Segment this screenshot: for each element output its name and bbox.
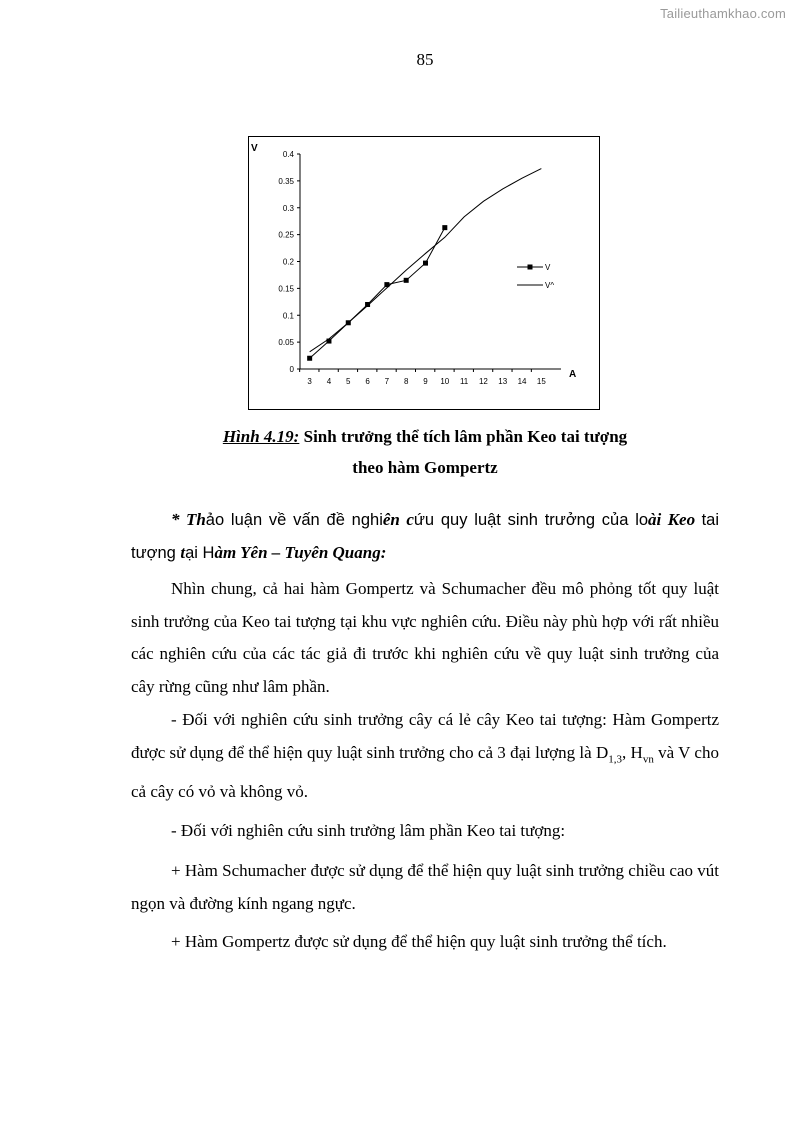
- series-v-point: [423, 261, 428, 266]
- heading-seg: ại H: [185, 543, 215, 562]
- p2-text: - Đối với nghiên cứu sinh trưởng cây cá lẻ cây Keo tai tượng: Hàm Gompertz được sử dụng để thể hiện quy luật sinh trưởng cho cả 3 đại lượng là D: [131, 710, 719, 762]
- x-tick-label: 4: [326, 377, 332, 386]
- series-v-point: [404, 278, 409, 283]
- p2-text: , H: [622, 742, 643, 762]
- x-tick-label: 7: [384, 377, 390, 386]
- discussion-heading: [131, 504, 719, 569]
- paragraph-schumacher: + Hàm Schumacher được sử dụng để thể hiện quy luật sinh trưởng chiều cao vút ngọn và đường kính ngang ngực.: [131, 861, 719, 913]
- paragraph-summary: Nhìn chung, cả hai hàm Gompertz và Schumacher đều mô phỏng tốt quy luật sinh trưởng của Keo tai tượng tại khu vực nghiên cứu. Điều này phù hợp với rất nhiều các nghiên cứu của các tác giả đi trước khi nghiên cứu về quy luật sinh trưởng của cây rừng cũng như lâm phần.: [131, 579, 719, 696]
- figure-number: Hình 4.19:: [222, 427, 300, 446]
- y-tick-label: 0.2: [282, 257, 294, 267]
- heading-seg: ảo luận về vấn đề nghi: [205, 511, 383, 529]
- subscript: 1,3: [608, 752, 622, 765]
- x-axis-label: A: [569, 369, 577, 380]
- y-tick-label: 0.3: [282, 203, 294, 213]
- y-tick-label: 0.25: [278, 230, 294, 240]
- x-tick-label: 14: [517, 377, 527, 386]
- paragraph-individual-tree: [131, 704, 719, 808]
- heading-seg: ài Keo: [648, 510, 696, 529]
- y-tick-label: 0.15: [278, 284, 294, 294]
- x-tick-label: 6: [365, 377, 370, 386]
- heading-seg: t: [180, 542, 186, 562]
- growth-chart: [249, 137, 601, 411]
- heading-seg: àm Yên – Tuyên Quang:: [214, 542, 387, 562]
- y-tick-label: 0.4: [282, 150, 294, 159]
- x-tick-label: 5: [346, 377, 351, 386]
- x-tick-label: 8: [403, 377, 409, 386]
- watermark: Tailieuthamkhao.com: [660, 6, 786, 21]
- heading-seg: ên c: [382, 510, 414, 529]
- x-tick-label: 9: [423, 377, 428, 386]
- legend-marker: [528, 265, 533, 270]
- legend-label: V: [545, 263, 551, 272]
- x-tick-label: 12: [478, 377, 488, 386]
- y-tick-label: 0: [289, 365, 294, 374]
- y-tick-label: 0.05: [278, 338, 294, 348]
- x-tick-label: 11: [459, 377, 469, 386]
- figure-caption-line2: theo hàm Gompertz: [352, 458, 498, 477]
- x-tick-label: 3: [307, 377, 312, 386]
- paragraph-stand: - Đối với nghiên cứu sinh trưởng lâm phần Keo tai tượng:: [171, 821, 566, 840]
- x-tick-label: 15: [536, 377, 546, 386]
- p2-text: và V cho cả cây có vỏ và không vỏ.: [131, 742, 719, 801]
- figure-title: Sinh trưởng thể tích lâm phần Keo tai tượng: [299, 427, 628, 446]
- series-v-point: [442, 225, 447, 230]
- heading-seg: ứu quy luật sinh trưởng của lo: [413, 511, 649, 529]
- y-tick-label: 0.35: [278, 176, 294, 186]
- y-tick-label: 0.1: [282, 311, 294, 321]
- heading-seg: Th: [185, 510, 206, 529]
- x-tick-label: 10: [440, 377, 450, 386]
- paragraph-gompertz: + Hàm Gompertz được sử dụng để thể hiện quy luật sinh trưởng thể tích.: [171, 932, 667, 951]
- subscript: vn: [642, 752, 654, 765]
- figure-caption-line1: [0, 427, 794, 447]
- page-number: 85: [416, 50, 434, 69]
- heading-seg: tai tượng: [131, 511, 719, 562]
- y-axis-label: V: [251, 143, 258, 154]
- chart-frame: [248, 136, 600, 410]
- heading-star: *: [171, 510, 186, 529]
- legend-label: V^: [545, 281, 555, 290]
- x-tick-label: 13: [498, 377, 508, 386]
- series-v-hat-line: [310, 169, 542, 352]
- series-v-point: [307, 356, 312, 361]
